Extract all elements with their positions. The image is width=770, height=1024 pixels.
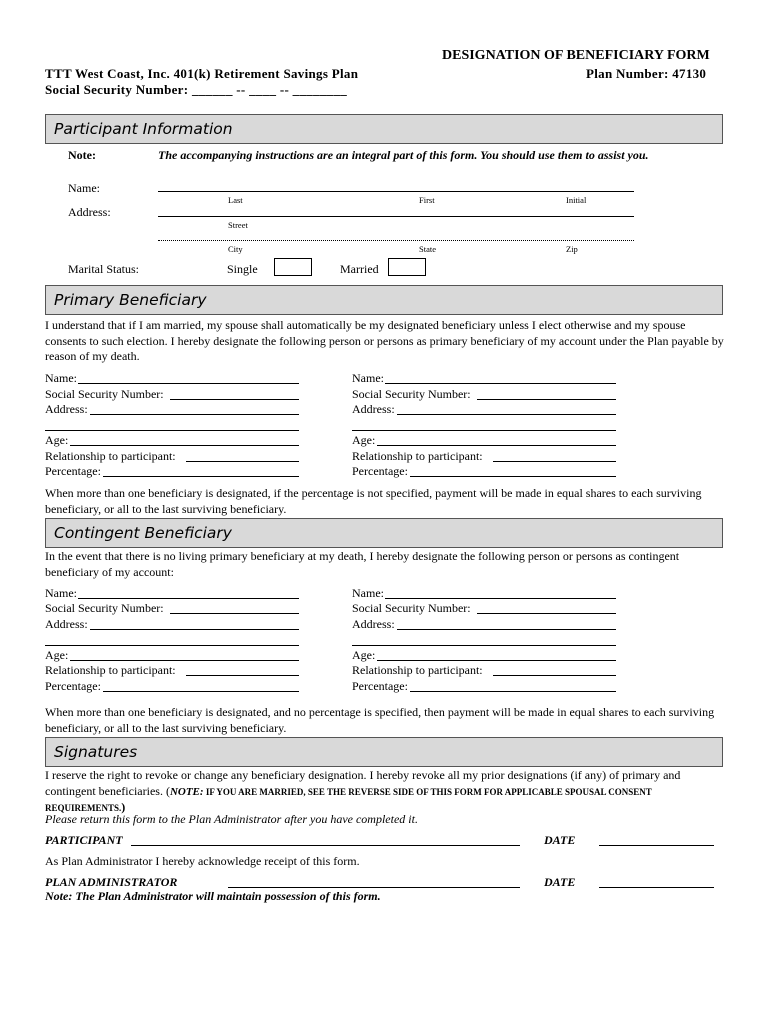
contingent-2-percentage-line[interactable] [410, 691, 616, 692]
signatures-text [45, 768, 725, 817]
contingent-2-address-line[interactable] [397, 629, 616, 630]
primary-2-address-line-2[interactable] [352, 430, 616, 431]
section-title: Participant Information [54, 120, 233, 138]
contingent-2-percentage-label: Percentage: [352, 679, 408, 693]
primary-1-percentage-line[interactable] [103, 476, 299, 477]
primary-1-address-label: Address: [45, 402, 88, 416]
section-participant-information [45, 114, 723, 144]
section-title: Contingent Beneficiary [54, 524, 232, 542]
primary-1-name-line[interactable] [78, 383, 299, 384]
contingent-2-ssn-line[interactable] [477, 613, 616, 614]
section-title: Primary Beneficiary [54, 291, 207, 309]
primary-1-age-line[interactable] [70, 445, 299, 446]
sub-zip: Zip [566, 244, 578, 254]
primary-2-ssn-line[interactable] [477, 399, 616, 400]
administrator-date-line[interactable] [599, 887, 714, 888]
contingent-1-ssn-line[interactable] [170, 613, 299, 614]
sub-last: Last [228, 195, 243, 205]
section-title: Signatures [54, 743, 138, 761]
note-text: The accompanying instructions are an integral part of this form. You should use them to assist you. [158, 148, 649, 162]
married-checkbox[interactable] [388, 258, 426, 276]
contingent-1-relationship-label: Relationship to participant: [45, 663, 176, 677]
ssn-header-blank[interactable]: ______ -- ____ -- ________ [191, 82, 348, 97]
contingent-2-name-line[interactable] [385, 598, 616, 599]
contingent-2-age-line[interactable] [377, 660, 616, 661]
primary-1-relationship-label: Relationship to participant: [45, 449, 176, 463]
signatures-note-caps: IF YOU ARE MARRIED, SEE THE REVERSE SIDE OF THIS FORM FOR APPLICABLE SPOUSAL CONSENT REQUIREMENTS. [45, 786, 652, 813]
signatures-text-main: I reserve the right to revoke or change any beneficiary designation. I hereby revoke all my prior designations (if any) of primary and contingent beneficiaries. ( [45, 768, 681, 798]
sub-initial: Initial [566, 195, 587, 205]
section-signatures [45, 737, 723, 767]
marital-status-label: Marital Status: [68, 262, 139, 276]
note-label: Note: [68, 148, 96, 162]
primary-1-address-line[interactable] [90, 414, 299, 415]
admin-acknowledgement: As Plan Administrator I hereby acknowledge receipt of this form. [45, 854, 360, 868]
participant-street-line[interactable] [158, 216, 634, 217]
sub-street: Street [228, 220, 248, 230]
participant-name-line[interactable] [158, 191, 634, 192]
contingent-1-address-label: Address: [45, 617, 88, 631]
married-label: Married [340, 262, 379, 276]
primary-2-name-label: Name: [352, 371, 384, 385]
contingent-1-address-line[interactable] [90, 629, 299, 630]
plan-number: Plan Number: 47130 [586, 66, 707, 81]
contingent-1-age-label: Age: [45, 648, 69, 662]
contingent-1-age-line[interactable] [70, 660, 299, 661]
primary-1-percentage-label: Percentage: [45, 464, 101, 478]
primary-2-ssn-label: Social Security Number: [352, 387, 471, 401]
ssn-header-label: Social Security Number: [45, 82, 189, 97]
primary-1-ssn-line[interactable] [170, 399, 299, 400]
primary-footer: When more than one beneficiary is designated, if the percentage is not specified, payment will be made in equal shares to each surviving beneficiary, or all to the last surviving beneficiary. [45, 486, 702, 516]
address-label: Address: [68, 205, 111, 219]
contingent-2-relationship-label: Relationship to participant: [352, 663, 483, 677]
contingent-2-address-line-2[interactable] [352, 645, 616, 646]
plan-administrator-label: PLAN ADMINISTRATOR [45, 875, 178, 889]
primary-2-name-line[interactable] [385, 383, 616, 384]
primary-1-name-label: Name: [45, 371, 77, 385]
participant-date-label: DATE [544, 833, 576, 847]
primary-1-relationship-line[interactable] [186, 461, 299, 462]
primary-2-age-line[interactable] [377, 445, 616, 446]
primary-1-age-label: Age: [45, 433, 69, 447]
signatures-note-word: NOTE: [169, 785, 204, 798]
contingent-1-percentage-label: Percentage: [45, 679, 101, 693]
return-instructions: Please return this form to the Plan Administrator after you have completed it. [45, 812, 418, 826]
section-primary-beneficiary [45, 285, 723, 315]
primary-intro: I understand that if I am married, my spouse shall automatically be my designated beneficiary unless I elect otherwise and my spouse consents to such election. I hereby designate the following person or persons as primary beneficiary of my account under the Plan payable by reason of my death. [45, 318, 724, 363]
primary-1-ssn-label: Social Security Number: [45, 387, 164, 401]
primary-2-relationship-label: Relationship to participant: [352, 449, 483, 463]
primary-2-percentage-label: Percentage: [352, 464, 408, 478]
contingent-1-address-line-2[interactable] [45, 645, 299, 646]
contingent-2-address-label: Address: [352, 617, 395, 631]
single-label: Single [227, 262, 258, 276]
primary-2-age-label: Age: [352, 433, 376, 447]
form-title: DESIGNATION OF BENEFICIARY FORM [442, 48, 710, 63]
primary-1-address-line-2[interactable] [45, 430, 299, 431]
contingent-footer: When more than one beneficiary is designated, and no percentage is specified, then payment will be made in equal shares to each surviving beneficiary, or all to the last surviving beneficiary. [45, 705, 715, 735]
ssn-header [45, 82, 347, 98]
plan-administrator-signature-line[interactable] [228, 887, 520, 888]
contingent-2-relationship-line[interactable] [493, 675, 616, 676]
participant-city-line[interactable] [158, 240, 634, 241]
contingent-1-name-label: Name: [45, 586, 77, 600]
administrator-date-label: DATE [544, 875, 576, 889]
signatures-note-close: ) [121, 800, 126, 814]
primary-2-address-label: Address: [352, 402, 395, 416]
sub-city: City [228, 244, 243, 254]
plan-name: TTT West Coast, Inc. 401(k) Retirement Savings Plan [45, 66, 359, 81]
contingent-1-name-line[interactable] [78, 598, 299, 599]
primary-2-address-line[interactable] [397, 414, 616, 415]
contingent-1-relationship-line[interactable] [186, 675, 299, 676]
admin-note: Note: The Plan Administrator will maintain possession of this form. [45, 889, 381, 903]
single-checkbox[interactable] [274, 258, 312, 276]
section-contingent-beneficiary [45, 518, 723, 548]
participant-signature-line[interactable] [131, 845, 520, 846]
contingent-2-ssn-label: Social Security Number: [352, 601, 471, 615]
sub-first: First [419, 195, 435, 205]
contingent-1-ssn-label: Social Security Number: [45, 601, 164, 615]
sub-state: State [419, 244, 436, 254]
participant-date-line[interactable] [599, 845, 714, 846]
contingent-1-percentage-line[interactable] [103, 691, 299, 692]
contingent-2-age-label: Age: [352, 648, 376, 662]
primary-2-relationship-line[interactable] [493, 461, 616, 462]
participant-signature-label: PARTICIPANT [45, 833, 123, 847]
name-label: Name: [68, 181, 100, 195]
contingent-2-name-label: Name: [352, 586, 384, 600]
contingent-intro: In the event that there is no living primary beneficiary at my death, I hereby designate the following person or persons as contingent beneficiary of my account: [45, 549, 680, 579]
primary-2-percentage-line[interactable] [410, 476, 616, 477]
